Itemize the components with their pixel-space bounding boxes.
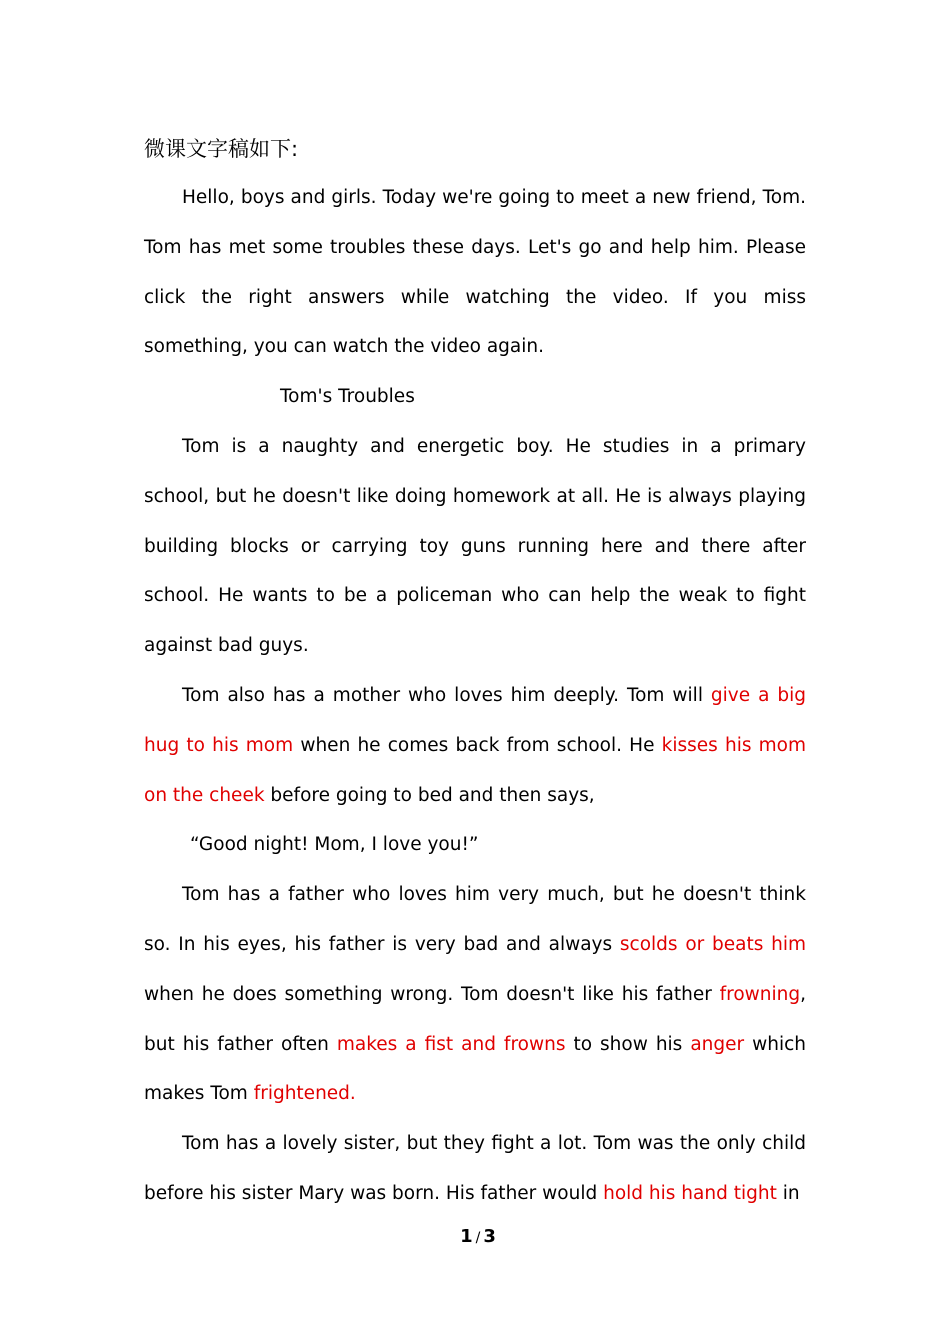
quote-line: “Good night! Mom, I love you!” xyxy=(190,834,479,856)
paragraph-sister xyxy=(144,1119,806,1219)
highlight-phrase: anger xyxy=(690,1033,745,1055)
page-heading: 微课文字稿如下: xyxy=(144,137,299,161)
text-segment: to show his xyxy=(565,1033,691,1055)
page-number xyxy=(0,1224,950,1251)
page-separator: / xyxy=(475,1230,481,1246)
text-segment: Tom has a father who loves him very much, but he doesn't think so. In his eyes, his father is very bad and always xyxy=(144,884,806,955)
intro-paragraph: Hello, boys and girls. Today we're going to meet a new friend, Tom. Tom has met some troubles these days. Let's go and help him. Please click the right answers while watching the video. If you miss something, you can watch the video again. xyxy=(144,187,806,358)
highlight-phrase: hold his hand tight xyxy=(603,1182,777,1204)
current-page: 1 xyxy=(460,1226,473,1247)
text-segment: in xyxy=(776,1182,800,1204)
story-title: Tom's Troubles xyxy=(280,386,415,408)
text-segment: , but his father often xyxy=(144,983,806,1055)
text-segment: when he does something wrong. Tom doesn't like his father xyxy=(144,983,720,1005)
highlight-phrase: frightened. xyxy=(253,1083,356,1105)
paragraph-father xyxy=(144,870,806,1119)
paragraph-tom-intro: Tom is a naughty and energetic boy. He studies in a primary school, but he doesn't like doing homework at all. He is always playing building blocks or carrying toy guns running here and there after school. He wants to be a policeman who can help the weak to fight against bad guys. xyxy=(144,435,806,657)
text-segment: Tom has a lovely sister, but they fight a lot. Tom was the only child before his sister Mary was born. His father would xyxy=(144,1133,806,1204)
highlight-phrase: makes a fist and frowns xyxy=(336,1033,566,1055)
highlight-phrase: give a big hug to his mom xyxy=(144,684,807,756)
document-body xyxy=(144,173,806,1219)
text-segment: when he comes back from school. He xyxy=(293,734,662,756)
highlight-phrase: kisses his mom on the cheek xyxy=(144,734,806,806)
text-segment: Tom also has a mother who loves him deeply. Tom will xyxy=(182,684,711,706)
text-segment: which makes Tom xyxy=(144,1033,806,1105)
paragraph-mother xyxy=(144,671,806,820)
highlight-phrase: scolds or beats him xyxy=(619,933,806,955)
total-pages: 3 xyxy=(483,1226,496,1247)
text-segment: before going to bed and then says, xyxy=(264,784,595,806)
highlight-phrase: frowning xyxy=(719,983,801,1005)
